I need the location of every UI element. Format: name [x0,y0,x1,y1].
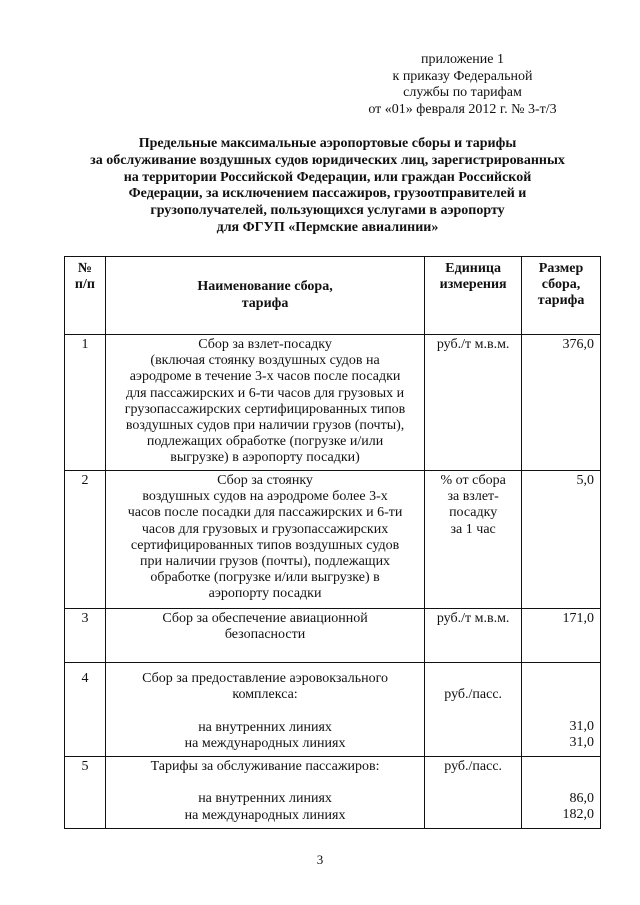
domestic-amount: 86,0 [569,791,594,806]
fee-name [105,335,424,471]
table-row [65,335,601,471]
header-name [105,257,424,335]
international-amount: 182,0 [562,807,594,823]
appendix-line: к приказу Федеральной [392,68,533,84]
appendix-line: службы по тарифам [403,85,522,100]
table-row [65,609,601,663]
document-title [55,136,600,237]
spacer [110,703,420,719]
fee-name-line: комплекса: [232,687,298,703]
domestic-amount: 31,0 [569,719,594,734]
unit-of-measure [425,663,522,757]
fee-name-line: Сбор за обеспечение авиационной [162,611,368,626]
title-line: Федерации, за исключением пассажиров, грузоотправителей и [128,186,527,202]
header-unit [425,257,522,335]
fee-amount: 376,0 [522,335,601,471]
unit-of-measure [425,335,522,471]
fee-name [105,757,424,829]
unit-line: за 1 час [450,521,496,537]
fee-name-line: выгрузке) в аэропорту посадки) [170,450,360,466]
fee-name-line: воздушных судов при наличии грузов (почты), [125,418,405,434]
international-amount: 31,0 [569,735,594,751]
unit-line: за взлет- [447,489,499,505]
table-row [65,471,601,609]
header-text: п/п [74,277,95,293]
fee-name-line: подлежащих обработке (погрузке и/или [146,434,384,450]
fee-name-line: часов для грузовых и грузопассажирских [141,521,389,537]
header-text: Наименование сбора, [197,279,333,295]
header-text: сбора, [541,277,581,293]
row-number: 4 [65,663,106,757]
header-text: измерения [439,277,507,293]
unit-line: посадку [449,505,498,521]
unit-of-measure [425,609,522,663]
row-number: 3 [65,609,106,663]
row-number: 1 [65,335,106,471]
appendix-reference [345,52,580,118]
fee-name-line: сертифицированных типов воздушных судов [130,537,400,553]
unit-line: % от сбора [440,473,506,488]
fee-name-line: Сбор за предоставление аэровокзального [142,671,388,686]
tariffs-table [64,256,601,829]
title-line: грузополучателей, пользующихся услугами в аэропорту [150,203,505,219]
fee-name-line: для пассажирских и 6-ти часов для грузовых и [125,385,405,401]
row-number: 2 [65,471,106,609]
fee-amount: 5,0 [522,471,601,609]
unit-line: руб./т м.в.м. [436,611,510,626]
page-number: 3 [316,852,324,867]
fee-name [105,663,424,757]
header-text: Размер [538,261,584,276]
domestic-lines-label: на внутренних линиях [198,791,332,807]
fee-name-line: аэропорту посадки [208,586,322,602]
fee-name-line: воздушных судов на аэродроме более 3-х [142,489,388,505]
fee-amount [522,663,601,757]
table-row [65,757,601,829]
fee-name-line: грузопассажирских сертифицированных типов [124,401,406,417]
table-header-row [65,257,601,335]
header-number [65,257,106,335]
international-lines-label: на международных линиях [184,807,346,823]
fee-name-line: Тарифы за обслуживание пассажиров: [150,759,380,774]
domestic-lines-label: на внутренних линиях [198,719,332,735]
fee-name-line: при наличии грузов (почты), подлежащих [140,554,391,570]
title-line: на территории Российской Федерации, или граждан Российской [123,169,532,185]
fee-name-line: (включая стоянку воздушных судов на [150,353,380,369]
header-text: тарифа [537,293,585,309]
fee-name-line: аэродроме в течение 3-х часов после посадки [129,369,401,385]
appendix-line: приложение 1 [420,52,505,67]
header-text: № [77,261,92,276]
row-number: 5 [65,757,106,829]
fee-name-line: обработке (погрузке и/или выгрузке) в [150,570,380,586]
unit-line: руб./пасс. [444,759,503,774]
fee-name [105,609,424,663]
fee-amount: 171,0 [522,609,601,663]
fee-name [105,471,424,609]
table-row [65,663,601,757]
fee-amount [522,757,601,829]
header-size [522,257,601,335]
spacer [110,775,420,791]
international-lines-label: на международных линиях [184,735,346,751]
header-text: Единица [445,261,501,276]
title-line: для ФГУП «Пермские авиалинии» [216,219,439,235]
unit-of-measure [425,757,522,829]
unit-of-measure [425,471,522,609]
header-text: тарифа [241,295,289,311]
title-line: за обслуживание воздушных судов юридических лиц, зарегистрированных [90,152,565,168]
fee-name-line: безопасности [224,627,306,643]
fee-name-line: Сбор за стоянку [217,473,313,488]
unit-line: руб./пасс. [444,687,503,702]
title-line: Предельные максимальные аэропортовые сборы и тарифы [138,136,517,151]
unit-line: руб./т м.в.м. [436,337,510,352]
fee-name-line: Сбор за взлет-посадку [198,337,332,352]
appendix-line: от «01» февраля 2012 г. № 3-т/3 [368,101,557,117]
fee-name-line: часов после посадки для пассажирских и 6-ти [127,505,403,521]
